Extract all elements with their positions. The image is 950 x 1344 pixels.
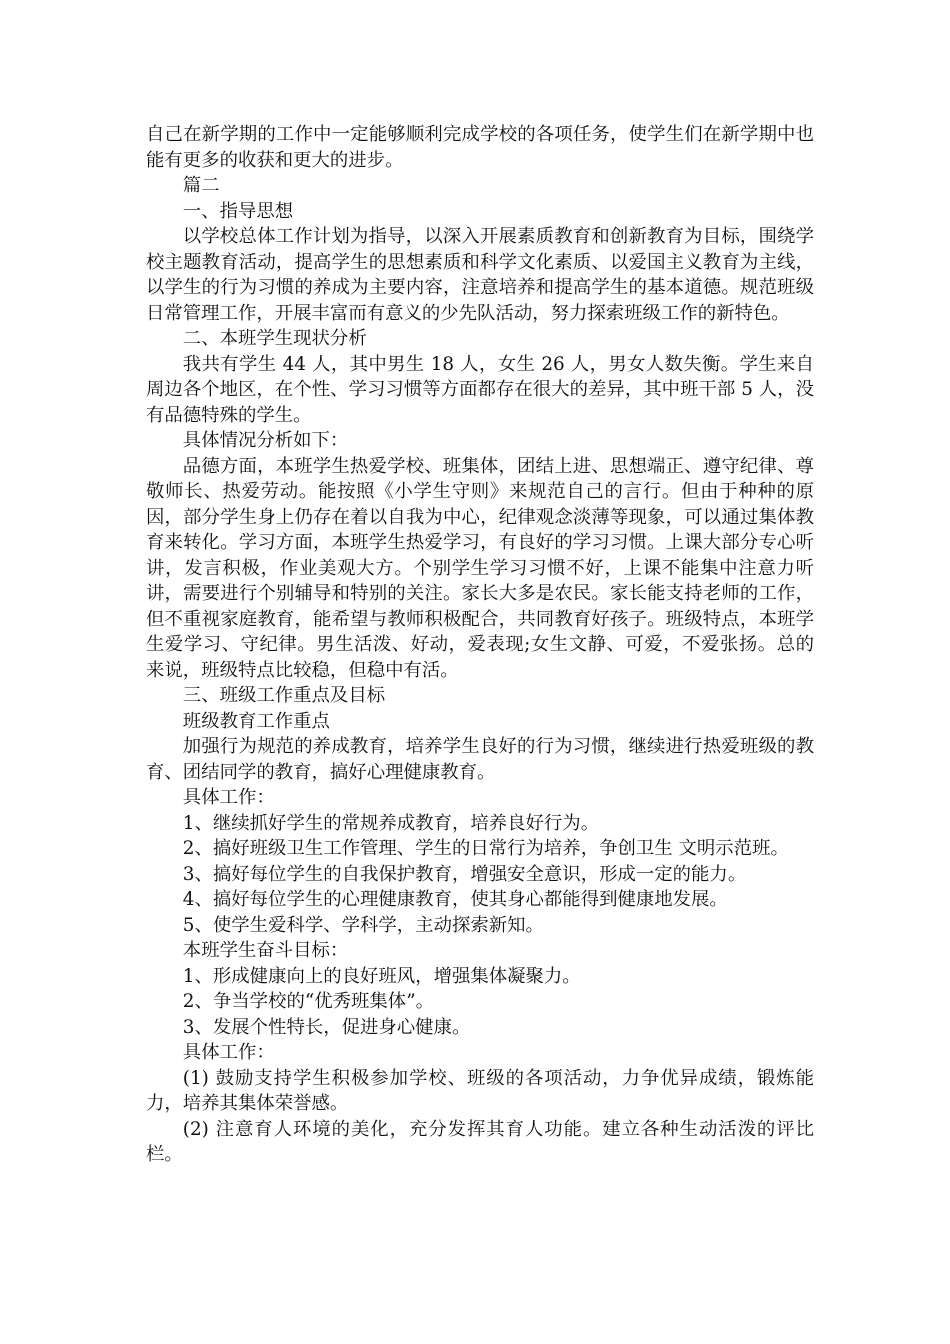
paragraph: 4、搞好每位学生的心理健康教育，使其身心都能得到健康地发展。 (182, 889, 728, 910)
paragraph: 具体工作： (182, 1042, 275, 1063)
paragraph: 5、使学生爱科学、学科学，主动探索新知。 (182, 914, 544, 936)
paragraph: 品德方面，本班学生热爱学校、班集体，团结上进、思想端正、遵守纪律、尊敬师长、热爱劳动。能按照《小学生守则》来规范自己的言行。但由于种种的原因，部分学生身上仍存在着以自我为中心，纪律观念淡薄等现象，可以通过集体教育来转化。学习方面，本班学生热爱学习，有良好的学习习惯。上课大部分专心听讲，发言积极，作业美观大方。个别学生学习习惯不好，上课不能集中注意力听讲，需要进行个别辅导和特别的关注。家长大多是农民。家长能支持老师的工作，但不重视家庭教育，能希望与教师积极配合，共同教育好孩子。班级特点，本班学生爱学习、守纪律。男生活泼、好动，爱表现;女生文静、可爱，不爱张扬。总的来说，班级特点比较稳，但稳中有活。 (146, 455, 814, 681)
paragraph: 班级教育工作重点 (182, 710, 330, 732)
paragraph: 加强行为规范的养成教育，培养学生良好的行为习惯，继续进行热爱班级的教育、团结同学的教育，搞好心理健康教育。 (146, 736, 814, 783)
paragraph: 1、继续抓好学生的常规养成教育，培养良好行为。 (182, 812, 600, 834)
paragraph: 本班学生奋斗目标： (182, 940, 349, 961)
paragraph: 具体情况分析如下： (182, 430, 349, 451)
paragraph: 1、形成健康向上的良好班风，增强集体凝聚力。 (182, 965, 581, 987)
paragraph: 三、班级工作重点及目标 (182, 685, 386, 706)
paragraph: 自己在新学期的工作中一定能够顺利完成学校的各项任务，使学生们在新学期中也能有更多的收获和更大的进步。 (146, 124, 814, 171)
paragraph: 以学校总体工作计划为指导，以深入开展素质教育和创新教育为目标，围绕学校主题教育活动，提高学生的思想素质和科学文化素质、以爱国主义教育为主线，以学生的行为习惯的养成为主要内容，注意培养和提高学生的基本道德。规范班级日常管理工作，开展丰富而有意义的少先队活动，努力探索班级工作的新特色。 (146, 226, 814, 324)
paragraph: 2、搞好班级卫生工作管理、学生的日常行为培养，争创卫生 文明示范班。 (182, 838, 789, 859)
document-body (146, 122, 814, 1168)
paragraph: 一、指导思想 (182, 200, 294, 222)
paragraph: 篇二 (182, 175, 220, 196)
paragraph: 具体工作： (182, 787, 275, 808)
paragraph: 3、发展个性特长，促进身心健康。 (182, 1016, 471, 1038)
paragraph: 2、争当学校的“优秀班集体”。 (182, 991, 434, 1012)
paragraph: (1) 鼓励支持学生积极参加学校、班级的各项活动，力争优异成绩，锻炼能力，培养其集体荣誉感。 (146, 1067, 814, 1114)
paragraph: (2) 注意育人环境的美化，充分发挥其育人功能。建立各种生动活泼的评比栏。 (146, 1118, 814, 1165)
paragraph: 3、搞好每位学生的自我保护教育，增强安全意识，形成一定的能力。 (182, 863, 747, 885)
paragraph: 我共有学生 44 人，其中男生 18 人，女生 26 人，男女人数失衡。学生来自周边各个地区，在个性、学习习惯等方面都存在很大的差异，其中班干部 5 人，没有品德特殊的学生。 (146, 353, 814, 426)
paragraph: 二、本班学生现状分析 (182, 328, 367, 349)
